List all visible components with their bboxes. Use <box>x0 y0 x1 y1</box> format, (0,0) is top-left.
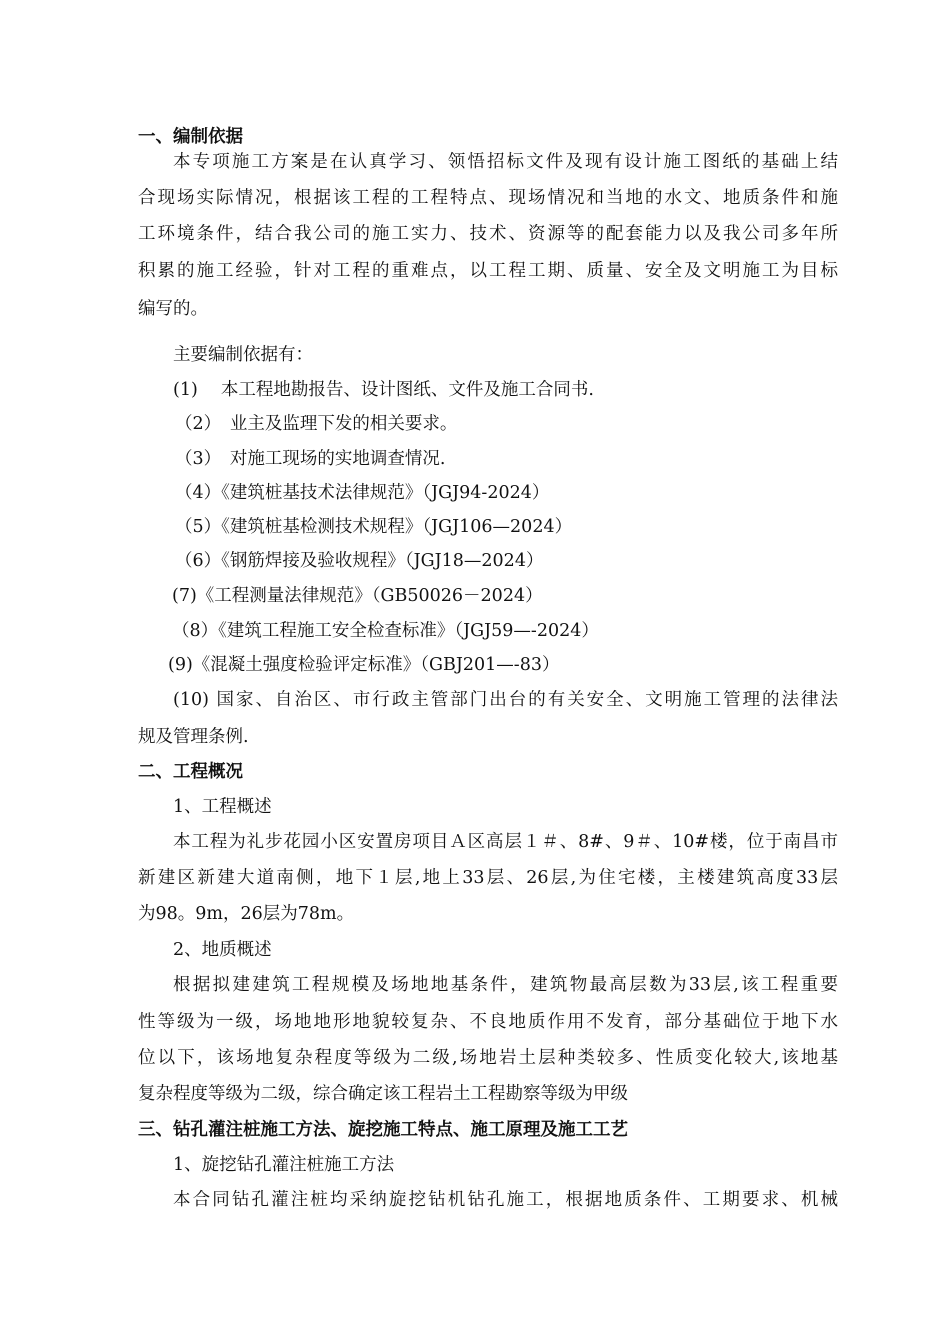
section-heading-1: 一、编制依据 <box>138 127 243 147</box>
paragraph-line: 根据拟建建筑工程规模及场地地基条件，建筑物最高层数为33层,该工程重要 <box>173 975 838 995</box>
paragraph-line: 为98。9m，26层为78m。 <box>138 904 355 924</box>
subsection-heading: 1、工程概述 <box>173 797 272 817</box>
paragraph-line: 积累的施工经验，针对工程的重难点，以工程工期、质量、安全及文明施工为目标 <box>138 261 838 281</box>
paragraph-line: 本合同钻孔灌注桩均采纳旋挖钻机钻孔施工，根据地质条件、工期要求、机械 <box>173 1190 838 1210</box>
paragraph-line: 本工程为礼步花园小区安置房项目Ａ区高层１＃、8#、9＃、10#楼，位于南昌市 <box>173 832 838 852</box>
subsection-heading: 1、旋挖钻孔灌注桩施工方法 <box>173 1155 395 1175</box>
list-item: (1) 本工程地勘报告、设计图纸、文件及施工合同书. <box>173 380 594 400</box>
section-heading-3: 三、钻孔灌注桩施工方法、旋挖施工特点、施工原理及施工工艺 <box>138 1120 628 1140</box>
subsection-heading: 2、地质概述 <box>173 940 272 960</box>
list-item: （5）《建筑桩基检测技术规程》（JGJ106—2024） <box>175 517 573 537</box>
list-item: （2） 业主及监理下发的相关要求。 <box>175 414 458 434</box>
paragraph-line: 复杂程度等级为二级，综合确定该工程岩土工程勘察等级为甲级 <box>138 1084 628 1104</box>
list-item: （6）《钢筋焊接及验收规程》（JGJ18—2024） <box>175 551 544 571</box>
list-item: （4）《建筑桩基技术法律规范》（JGJ94-2024） <box>175 483 550 503</box>
paragraph-line: 本专项施工方案是在认真学习、领悟招标文件及现有设计施工图纸的基础上结 <box>173 152 838 172</box>
list-item: (10) 国家、自治区、市行政主管部门出台的有关安全、文明施工管理的法律法 <box>173 690 838 710</box>
paragraph-line: 工环境条件，结合我公司的施工实力、技术、资源等的配套能力以及我公司多年所 <box>138 224 838 244</box>
list-item: (7)《工程测量法律规范》（GB50026－2024） <box>172 586 543 606</box>
paragraph-line: 性等级为一级，场地地形地貌较复杂、不良地质作用不发育，部分基础位于地下水 <box>138 1012 838 1032</box>
list-item: (9)《混凝土强度检验评定标准》（GBJ201—-83） <box>168 655 560 675</box>
list-item-continuation: 规及管理条例. <box>138 727 249 747</box>
paragraph-line: 新建区新建大道南侧，地下１层,地上33层、26层,为住宅楼，主楼建筑高度33层 <box>138 868 838 888</box>
paragraph-line: 编写的。 <box>138 299 208 319</box>
list-item: （8）《建筑工程施工安全检查标准》（JGJ59—-2024） <box>172 621 599 641</box>
section-heading-2: 二、工程概况 <box>138 762 243 782</box>
paragraph-line: 位以下，该场地复杂程度等级为二级,场地岩土层种类较多、性质变化较大,该地基 <box>138 1048 838 1068</box>
paragraph-line: 合现场实际情况，根据该工程的工程特点、现场情况和当地的水文、地质条件和施 <box>138 188 838 208</box>
list-item: （3） 对施工现场的实地调查情况. <box>175 449 446 469</box>
list-intro: 主要编制依据有： <box>173 345 313 365</box>
